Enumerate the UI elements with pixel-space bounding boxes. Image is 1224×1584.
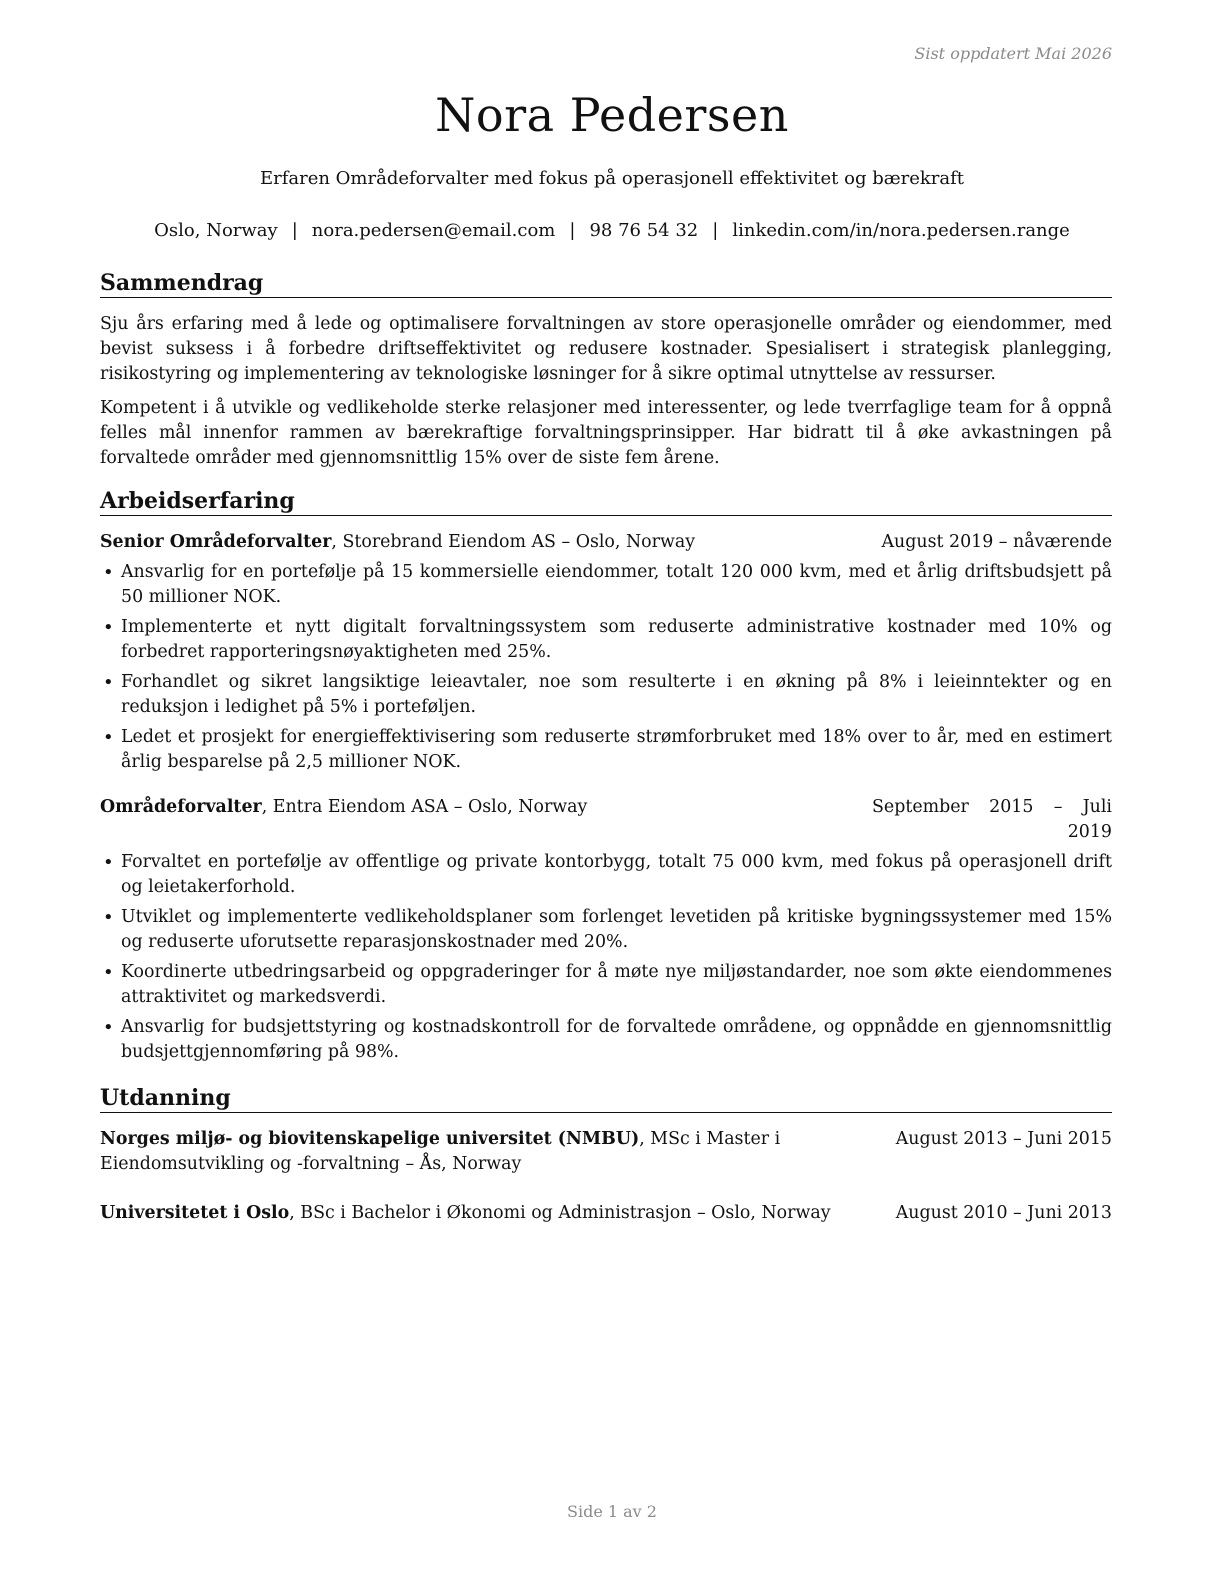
contact-email[interactable]: nora.pedersen@email.com <box>311 220 556 241</box>
contact-location: Oslo, Norway <box>154 220 278 241</box>
job-bullets <box>100 850 1112 1065</box>
education-entry <box>100 1127 1112 1177</box>
tagline: Erfaren Områdeforvalter med fokus på operasjonell effektivitet og bærekraft <box>259 168 965 189</box>
summary-section <box>100 270 1112 471</box>
contact-line <box>0 220 1224 241</box>
contact-separator: | <box>569 220 576 241</box>
contact-separator: | <box>712 220 719 241</box>
list-item: • Implementerte et nytt digitalt forvaltningssystem som reduserte administrative kostnader med 10% og forbedret rapporteringsnøyaktigheten med 25%. <box>100 615 1112 665</box>
job-dates: September 2015 – Juli 2019 <box>872 797 1112 842</box>
job-bullets <box>100 560 1112 775</box>
job-company: , Entra Eiendom ASA – Oslo, Norway <box>261 797 588 817</box>
job-title-line <box>100 530 695 555</box>
job-title-line <box>100 795 587 820</box>
job-dates: August 2019 – nåværende <box>881 532 1112 552</box>
candidate-name: Nora Pedersen <box>435 88 789 142</box>
list-item: • Forhandlet og sikret langsiktige leieavtaler, noe som resulterte i en økning på 8% i leieinntekter og en reduksjon i ledighet på 5% i porteføljen. <box>100 670 1112 720</box>
list-item: • Ansvarlig for budsjettstyring og kostnadskontroll for de forvaltede områdene, og oppnådde en gjennomsnittlig budsjettgjennomføring på 98%. <box>100 1015 1112 1065</box>
education-section <box>100 1085 1112 1226</box>
summary-paragraph: Kompetent i å utvikle og vedlikeholde sterke relasjoner med interessenter, og lede tverrfaglige team for å oppnå felles mål innenfor rammen av bærekraftige forvaltningsprinsipper. Har bidratt til å øke avkastningen på forvaltede områder med gjennomsnittlig 15% over de siste fem årene. <box>100 398 1112 468</box>
education-entry <box>100 1201 1112 1226</box>
list-item: • Ledet et prosjekt for energieffektivisering som reduserte strømforbruket med 18% over to år, med en estimert årlig besparelse på 2,5 millioner NOK. <box>100 725 1112 775</box>
job-company: , Storebrand Eiendom AS – Oslo, Norway <box>331 532 696 552</box>
section-title-experience: Arbeidserfaring <box>100 488 1112 516</box>
education-degree: , BSc i Bachelor i Økonomi og Administrasjon – Oslo, Norway <box>289 1203 831 1223</box>
education-degree: , MSc i Master i Eiendomsutvikling og -forvaltning – Ås, Norway <box>100 1129 781 1174</box>
education-dates: August 2013 – Juni 2015 <box>895 1129 1112 1149</box>
section-title-summary: Sammendrag <box>100 270 1112 298</box>
list-item: • Koordinerte utbedringsarbeid og oppgraderinger for å møte nye miljøstandarder, noe som økte eiendommenes attraktivitet og markedsverdi. <box>100 960 1112 1010</box>
contact-linkedin[interactable]: linkedin.com/in/nora.pedersen.range <box>732 220 1070 241</box>
page-number: Side 1 av 2 <box>567 1502 657 1521</box>
job-entry <box>100 530 1112 775</box>
summary-paragraph: Sju års erfaring med å lede og optimalisere forvaltningen av store operasjonelle områder og eiendommer, med bevist suksess i å forbedre driftseffektivitet og redusere kostnader. Spesialisert i strategisk planlegging, risikostyring og implementering av teknologiske løsninger for å sikre optimal utnyttelse av ressurser. <box>100 314 1112 384</box>
list-item: • Forvaltet en portefølje av offentlige og private kontorbygg, totalt 75 000 kvm, med fokus på operasjonell drift og leietakerforhold. <box>100 850 1112 900</box>
list-item: • Ansvarlig for en portefølje på 15 kommersielle eiendommer, totalt 120 000 kvm, med et årlig driftsbudsjett på 50 millioner NOK. <box>100 560 1112 610</box>
job-role: Områdeforvalter <box>100 797 262 817</box>
education-school-line <box>100 1127 880 1177</box>
job-role: Senior Områdeforvalter <box>100 532 332 552</box>
education-school: Universitetet i Oslo <box>100 1203 290 1223</box>
job-header <box>100 530 1112 555</box>
job-entry <box>100 795 1112 1065</box>
contact-phone: 98 76 54 32 <box>589 220 699 241</box>
education-school: Norges miljø- og biovitenskapelige universitet (NMBU) <box>100 1129 640 1149</box>
list-item: • Utviklet og implementerte vedlikeholdsplaner som forlenget levetiden på kritiske bygningssystemer med 15% og reduserte uforutsette reparasjonskostnader med 20%. <box>100 905 1112 955</box>
education-school-line <box>100 1201 880 1226</box>
education-dates: August 2010 – Juni 2013 <box>895 1203 1112 1223</box>
last-updated: Sist oppdatert Mai 2026 <box>914 44 1112 63</box>
section-title-education: Utdanning <box>100 1085 1112 1113</box>
experience-section <box>100 488 1112 1065</box>
contact-separator: | <box>291 220 298 241</box>
job-header <box>100 795 1112 845</box>
